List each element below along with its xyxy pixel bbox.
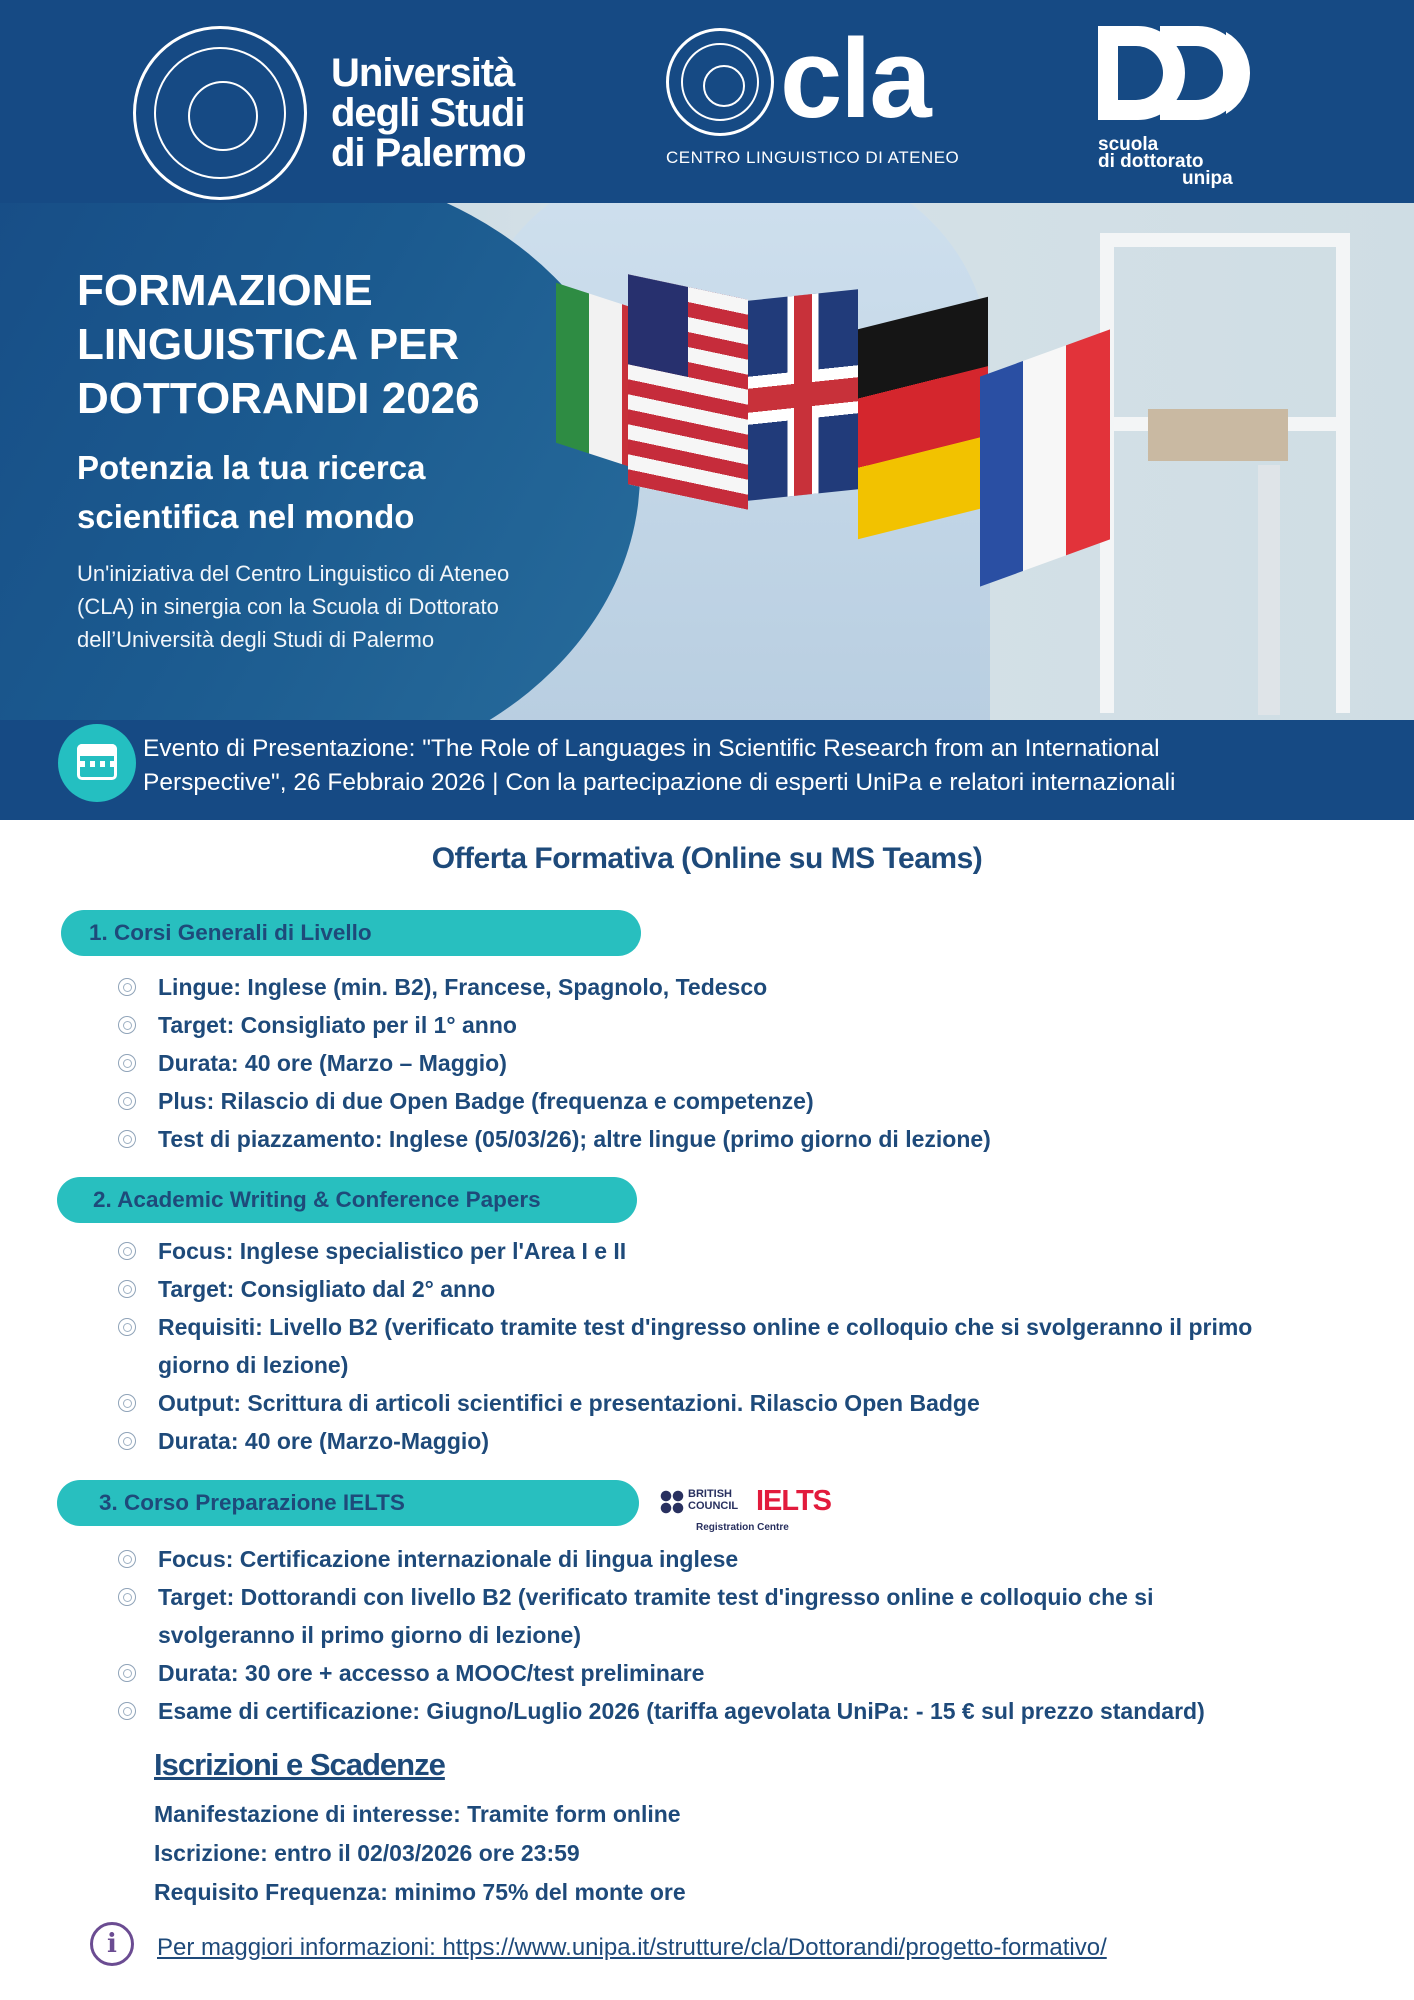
badge-icon — [118, 1394, 136, 1412]
french-flag-icon — [980, 329, 1110, 586]
us-flag-icon — [628, 274, 748, 510]
header-banner — [0, 0, 1414, 203]
uk-flag-icon — [748, 289, 858, 501]
cla-wordmark: cla — [780, 16, 930, 141]
target-icon — [118, 1016, 136, 1034]
deadline-item: Manifestazione di interesse: Tramite form online — [154, 1801, 681, 1827]
cla-logo — [666, 16, 986, 178]
section-3-list — [118, 1540, 1205, 1730]
deadline-item: Requisito Frequenza: minimo 75% del monte ore — [154, 1879, 686, 1905]
focus-icon — [118, 1242, 136, 1260]
unipa-logo — [133, 26, 526, 200]
unipa-seal-icon — [133, 26, 307, 200]
clock-icon — [118, 1054, 136, 1072]
section-2-heading: 2. Academic Writing & Conference Papers — [57, 1177, 637, 1223]
list-item: Target: Dottorandi con livello B2 (verificato tramite test d'ingresso online e colloquio che si svolgeranno il primo giorno di lezione) — [118, 1578, 1205, 1654]
list-item: Focus: Certificazione internazionale di lingua inglese — [118, 1540, 1205, 1578]
hero-description: Un'iniziativa del Centro Linguistico di Ateneo (CLA) in sinergia con la Scuola di Dottorato dell’Università degli Studi di Palermo — [77, 561, 510, 652]
exam-icon — [118, 1702, 136, 1720]
focus-icon — [118, 1550, 136, 1568]
british-council-ielts-logo: BRITISH COUNCIL IELTS Registration Centre — [658, 1484, 848, 1536]
clock-icon — [118, 1432, 136, 1450]
list-item: Plus: Rilascio di due Open Badge (frequenza e competenze) — [118, 1082, 991, 1120]
list-item: Focus: Inglese specialistico per l'Area I e II — [118, 1232, 1252, 1270]
list-item: Output: Scrittura di articoli scientifici e presentazioni. Rilascio Open Badge — [118, 1384, 1252, 1422]
hero-subtitle: Potenzia la tua ricerca scientifica nel mondo — [77, 449, 426, 535]
cla-seal-icon — [666, 28, 774, 136]
page-title: FORMAZIONE LINGUISTICA PER DOTTORANDI 2026 — [77, 266, 480, 423]
cla-subtitle: CENTRO LINGUISTICO DI ATENEO — [666, 148, 960, 167]
list-item: Durata: 40 ore (Marzo – Maggio) — [118, 1044, 991, 1082]
list-item: Lingue: Inglese (min. B2), Francese, Spagnolo, Tedesco — [118, 968, 991, 1006]
dd-text: scuola di dottorato unipa — [1098, 134, 1233, 189]
languages-icon — [118, 978, 136, 996]
offer-title: Offerta Formativa (Online su MS Teams) — [431, 842, 983, 875]
list-item: Target: Consigliato dal 2° anno — [118, 1270, 1252, 1308]
list-item: Durata: 40 ore (Marzo-Maggio) — [118, 1422, 1252, 1460]
list-item: Esame di certificazione: Giugno/Luglio 2026 (tariffa agevolata UniPa: - 15 € sul prezzo standard) — [118, 1692, 1205, 1730]
list-item: Requisiti: Livello B2 (verificato tramite test d'ingresso online e colloquio che si svolgeranno il primo giorno di lezione) — [118, 1308, 1252, 1384]
unipa-name: Università degli Studi di Palermo — [331, 51, 526, 175]
calendar-icon — [58, 724, 136, 802]
info-icon: i — [90, 1922, 134, 1966]
target-icon — [118, 1588, 136, 1606]
deadline-item: Iscrizione: entro il 02/03/2026 ore 23:59 — [154, 1840, 580, 1866]
badge-icon — [118, 1092, 136, 1110]
section-2-list — [118, 1232, 1252, 1460]
dd-mark-icon — [1098, 26, 1268, 120]
section-1-list — [118, 968, 991, 1158]
test-icon — [118, 1130, 136, 1148]
requirements-icon — [118, 1318, 136, 1336]
section-3-heading: 3. Corso Preparazione IELTS — [57, 1480, 639, 1526]
scuola-dottorato-logo — [1098, 26, 1268, 196]
list-item: Durata: 30 ore + accesso a MOOC/test preliminare — [118, 1654, 1205, 1692]
section-1-heading: 1. Corsi Generali di Livello — [61, 910, 641, 956]
more-info-link[interactable]: Per maggiori informazioni: https://www.unipa.it/strutture/cla/Dottorandi/progetto-formativo/ — [157, 1934, 1107, 1961]
deadlines-list — [154, 1795, 686, 1912]
clock-icon — [118, 1664, 136, 1682]
list-item: Target: Consigliato per il 1° anno — [118, 1006, 991, 1044]
deadlines-title: Iscrizioni e Scadenze — [154, 1747, 445, 1782]
shelf-decoration — [1100, 233, 1350, 713]
event-text: Evento di Presentazione: "The Role of Languages in Scientific Research from an International Perspective", 26 Febbraio 2026 | Con la partecipazione di esperti UniPa e relatori internazionali — [143, 735, 1176, 796]
german-flag-icon — [858, 297, 988, 539]
british-council-dots-icon — [660, 1490, 684, 1514]
list-item: Test di piazzamento: Inglese (05/03/26); altre lingue (primo giorno di lezione) — [118, 1120, 991, 1158]
target-icon — [118, 1280, 136, 1298]
